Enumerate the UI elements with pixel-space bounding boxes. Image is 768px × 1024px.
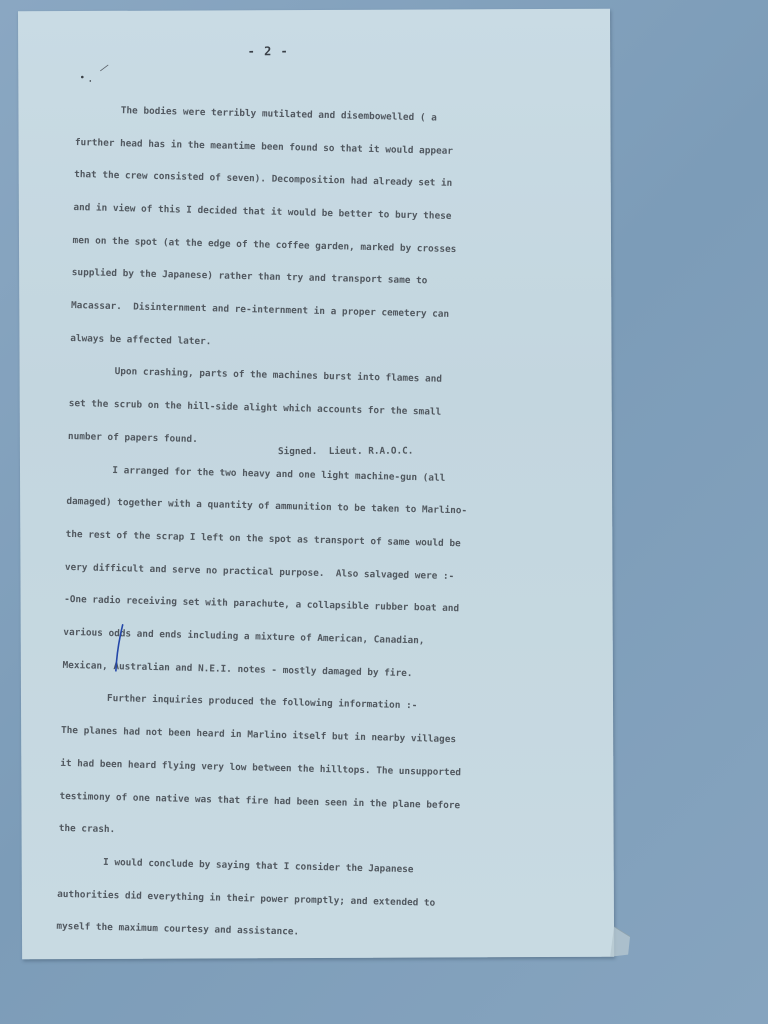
body-line: very difficult and serve no practical purpose. Also salvaged were :-: [64, 561, 455, 582]
body-line: further head has in the meantime been found so that it would appear: [74, 136, 454, 157]
body-line: authorities did everything in their power promptly; and extended to: [57, 888, 436, 909]
body-line: The planes had not been heard in Marlino itself but in nearby villages: [60, 725, 457, 746]
body-line: set the scrub on the hill-side alight which accounts for the small: [68, 398, 442, 418]
body-line: number of papers found.: [67, 430, 198, 445]
body-line: I arranged for the two heavy and one light machine-gun (all: [67, 463, 446, 484]
body-line: testimony of one native was that fire had been seen in the plane before: [59, 790, 461, 811]
body-line: and in view of this I decided that it would be better to bury these: [73, 201, 452, 222]
body-line: damaged) together with a quantity of ammunition to be taken to Marlino-: [66, 496, 468, 517]
body-line: Further inquiries produced the following information :-: [61, 692, 418, 712]
letter-body: [56, 83, 576, 967]
body-line: it had been heard flying very low between the hilltops. The unsupported: [60, 757, 462, 779]
body-line: that the crew consisted of seven). Decomposition had already set in: [74, 169, 453, 190]
signature-line: Signed. Lieut. R.A.O.C.: [277, 445, 414, 458]
body-line: men on the spot (at the edge of the coffee garden, marked by crosses: [72, 234, 457, 255]
body-line: Upon crashing, parts of the machines burst into flames and: [69, 365, 443, 386]
body-line: Mexican, Australian and N.E.I. notes - mostly damaged by fire.: [62, 659, 413, 679]
body-line: always be affected later.: [70, 332, 212, 348]
body-line: I would conclude by saying that I consider the Japanese: [57, 855, 414, 876]
body-line: the crash.: [58, 823, 116, 836]
typewritten-page: [18, 9, 614, 960]
body-line: the rest of the scrap I left on the spot as transport of same would be: [65, 528, 461, 550]
body-line: various odds and ends including a mixture of American, Canadian,: [63, 626, 425, 647]
body-line: -One radio receiving set with parachute, a collapsible rubber boat and: [64, 594, 460, 615]
body-line: The bodies were terribly mutilated and disembowelled ( a: [75, 103, 437, 124]
body-line: Macassar. Disinternment and re-internment in a proper cemetery can: [70, 300, 450, 320]
body-line: myself the maximum courtesy and assistance.: [56, 921, 300, 938]
worn-corner: [610, 927, 634, 957]
page-number: - 2 -: [247, 44, 289, 59]
body-line: supplied by the Japanese) rather than try and transport same to: [71, 267, 428, 287]
pen-mark: [113, 623, 127, 675]
